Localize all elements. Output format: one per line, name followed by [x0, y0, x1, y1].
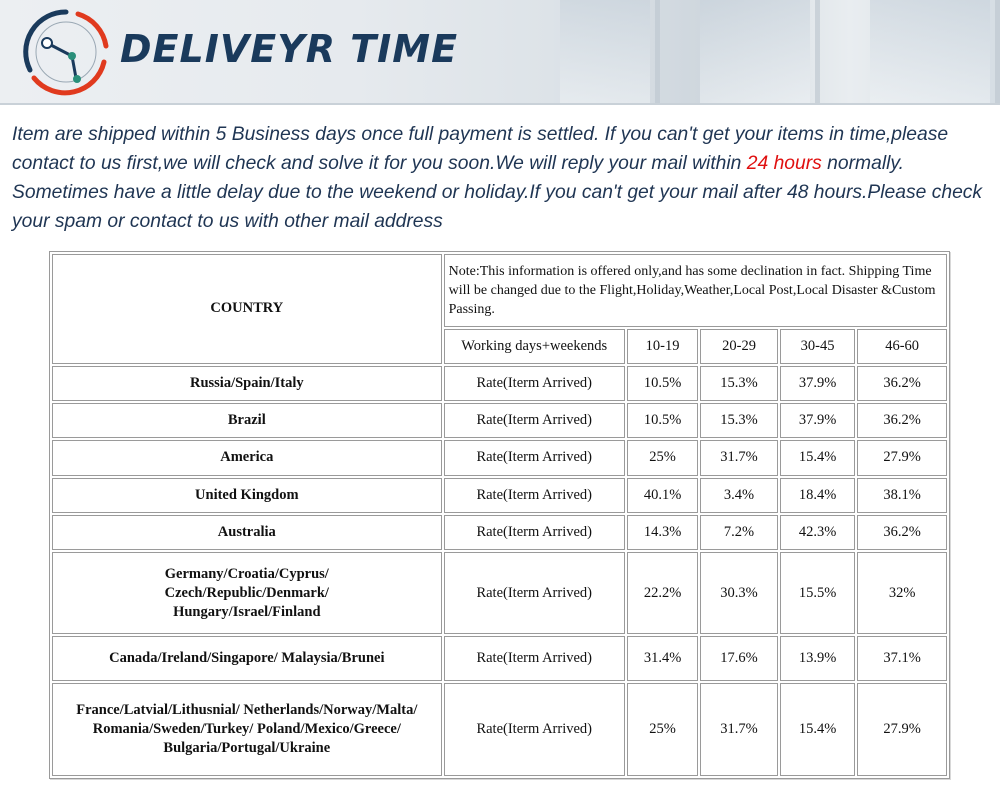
rate-value-cell: 3.4%	[700, 478, 778, 513]
country-cell: America	[52, 440, 442, 475]
table-row	[52, 515, 947, 550]
range-header: 20-29	[700, 329, 778, 364]
delivery-rate-table	[50, 252, 949, 778]
country-cell: Canada/Ireland/Singapore/ Malaysia/Brunei	[52, 636, 442, 681]
rate-value-cell: 31.7%	[700, 440, 778, 475]
header-banner	[0, 0, 1000, 104]
table-row	[52, 366, 947, 401]
notice-highlight: 24 hours	[746, 153, 822, 174]
rate-label-cell: Rate(Iterm Arrived)	[444, 403, 625, 438]
rate-value-cell: 13.9%	[780, 636, 856, 681]
notice-text-part2: normally. Sometimes have a little delay due to the weekend or holiday.If you can't get your mail after 48 hours.Please check your spam or contact to us with other mail address	[12, 153, 983, 232]
country-cell: Brazil	[52, 403, 442, 438]
country-cell: United Kingdom	[52, 478, 442, 513]
background-frame	[655, 0, 660, 104]
rate-value-cell: 42.3%	[780, 515, 856, 550]
rate-value-cell: 31.4%	[627, 636, 698, 681]
rate-label-cell: Rate(Iterm Arrived)	[444, 478, 625, 513]
rate-value-cell: 36.2%	[857, 403, 947, 438]
rate-value-cell: 15.4%	[780, 683, 856, 776]
rate-value-cell: 27.9%	[857, 683, 947, 776]
country-header: COUNTRY	[52, 254, 442, 364]
rate-label-cell: Rate(Iterm Arrived)	[444, 366, 625, 401]
range-header: 30-45	[780, 329, 856, 364]
rate-value-cell: 15.5%	[780, 552, 856, 634]
rate-value-cell: 32%	[857, 552, 947, 634]
background-window	[870, 0, 990, 104]
background-frame	[815, 0, 820, 104]
country-cell: Australia	[52, 515, 442, 550]
range-header: 46-60	[857, 329, 947, 364]
rate-value-cell: 37.9%	[780, 366, 856, 401]
rate-value-cell: 37.1%	[857, 636, 947, 681]
background-window	[700, 0, 810, 104]
rate-value-cell: 36.2%	[857, 366, 947, 401]
delivery-table-container	[49, 251, 950, 779]
rate-value-cell: 14.3%	[627, 515, 698, 550]
table-row	[52, 440, 947, 475]
rate-value-cell: 27.9%	[857, 440, 947, 475]
table-row	[52, 636, 947, 681]
rate-value-cell: 15.3%	[700, 366, 778, 401]
notice-text-part1: Item are shipped within 5 Business days once full payment is settled. If you can't get your items in time,please contact to us first,we will check and solve it for you soon.We will reply your mail within	[12, 124, 949, 174]
rate-value-cell: 30.3%	[700, 552, 778, 634]
rate-value-cell: 25%	[627, 440, 698, 475]
rate-label-cell: Rate(Iterm Arrived)	[444, 515, 625, 550]
rate-value-cell: 40.1%	[627, 478, 698, 513]
background-window	[560, 0, 650, 104]
country-cell: France/Latvial/Lithusnial/ Netherlands/Norway/Malta/ Romania/Sweden/Turkey/ Poland/Mexico/Greece/ Bulgaria/Portugal/Ukraine	[52, 683, 442, 776]
rate-value-cell: 17.6%	[700, 636, 778, 681]
table-note: Note:This information is offered only,and has some declination in fact. Shipping Time will be changed due to the Flight,Holiday,Weather,Local Post,Local Disaster &Custom Passing.	[444, 254, 947, 327]
clock-logo-icon	[20, 6, 112, 98]
shipping-notice	[12, 120, 992, 236]
banner-divider	[0, 103, 1000, 105]
rate-value-cell: 38.1%	[857, 478, 947, 513]
rate-value-cell: 25%	[627, 683, 698, 776]
range-header: 10-19	[627, 329, 698, 364]
background-frame	[995, 0, 1000, 104]
rate-value-cell: 22.2%	[627, 552, 698, 634]
table-header-row	[52, 254, 947, 327]
table-row	[52, 552, 947, 634]
rate-value-cell: 10.5%	[627, 403, 698, 438]
rate-value-cell: 31.7%	[700, 683, 778, 776]
table-row	[52, 683, 947, 776]
rate-value-cell: 36.2%	[857, 515, 947, 550]
rate-label-cell: Rate(Iterm Arrived)	[444, 683, 625, 776]
rate-value-cell: 15.3%	[700, 403, 778, 438]
brand-title: DELIVEYR TIME	[120, 27, 459, 71]
country-cell: Russia/Spain/Italy	[52, 366, 442, 401]
country-cell: Germany/Croatia/Cyprus/ Czech/Republic/Denmark/ Hungary/Israel/Finland	[52, 552, 442, 634]
rate-value-cell: 10.5%	[627, 366, 698, 401]
rate-value-cell: 15.4%	[780, 440, 856, 475]
table-row	[52, 403, 947, 438]
rate-value-cell: 37.9%	[780, 403, 856, 438]
rate-label-cell: Rate(Iterm Arrived)	[444, 440, 625, 475]
rate-label-cell: Rate(Iterm Arrived)	[444, 636, 625, 681]
rate-value-cell: 18.4%	[780, 478, 856, 513]
table-row	[52, 478, 947, 513]
working-days-header: Working days+weekends	[444, 329, 625, 364]
rate-value-cell: 7.2%	[700, 515, 778, 550]
rate-label-cell: Rate(Iterm Arrived)	[444, 552, 625, 634]
